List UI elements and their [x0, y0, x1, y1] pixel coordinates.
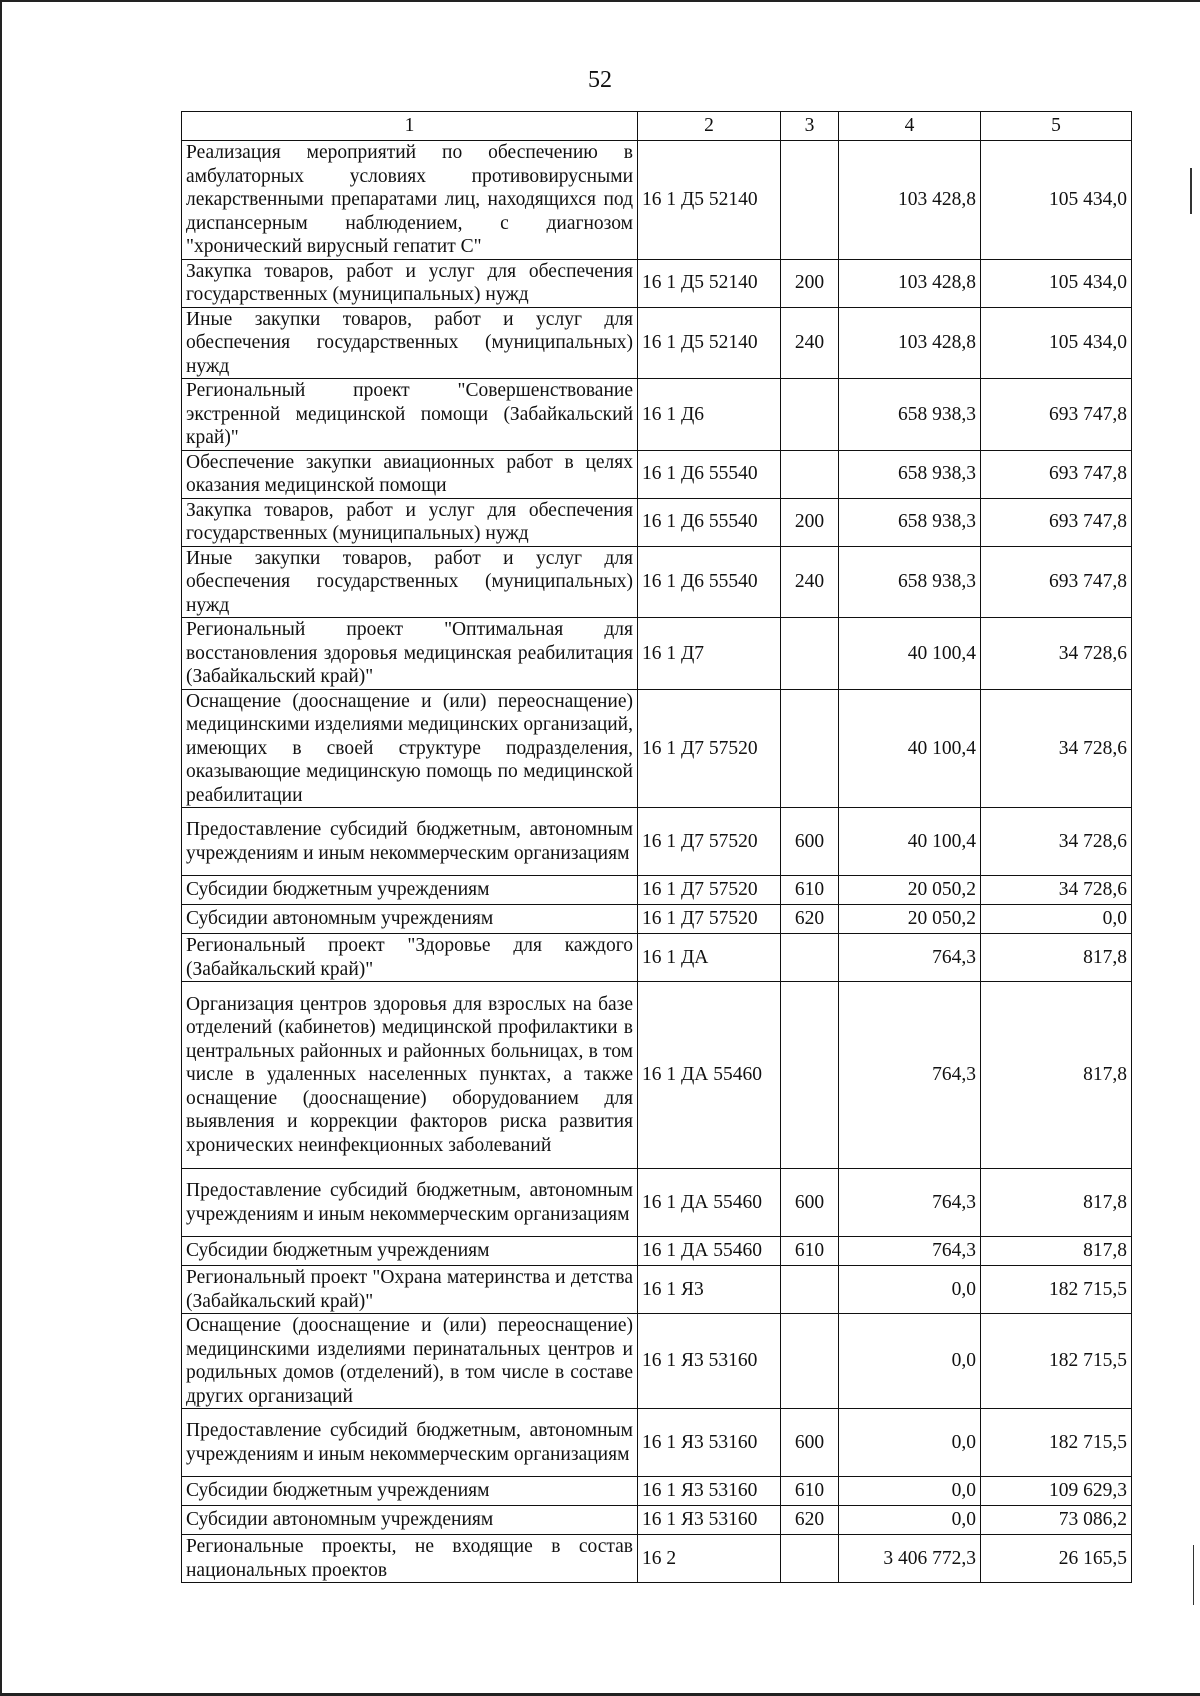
row-expense-type: 600: [781, 808, 839, 876]
row-value-col4: 764,3: [839, 1169, 981, 1237]
row-code: 16 1 Д7 57520: [638, 808, 781, 876]
row-code: 16 1 Я3: [638, 1266, 781, 1314]
scan-mark: [1190, 168, 1192, 214]
row-expense-type: [781, 1266, 839, 1314]
row-code: 16 1 Я3 53160: [638, 1506, 781, 1535]
table-row: [182, 450, 1132, 498]
row-code: 16 1 Д5 52140: [638, 141, 781, 260]
row-description: Обеспечение закупки авиационных работ в целях оказания медицинской помощи: [182, 450, 638, 498]
table-row: [182, 379, 1132, 451]
row-expense-type: 200: [781, 498, 839, 546]
row-code: 16 1 Д7 57520: [638, 689, 781, 808]
table-row: [182, 1237, 1132, 1266]
row-description: Субсидии автономным учреждениям: [182, 1506, 638, 1535]
table-row: [182, 689, 1132, 808]
row-expense-type: 610: [781, 1237, 839, 1266]
table-row: [182, 905, 1132, 934]
row-value-col5: 73 086,2: [981, 1506, 1132, 1535]
row-value-col5: 182 715,5: [981, 1409, 1132, 1477]
row-value-col5: 817,8: [981, 982, 1132, 1169]
table-row: [182, 1477, 1132, 1506]
row-expense-type: [781, 934, 839, 982]
table-row: [182, 876, 1132, 905]
row-value-col5: 34 728,6: [981, 876, 1132, 905]
scan-border-left: [0, 0, 2, 1696]
row-expense-type: 610: [781, 1477, 839, 1506]
table-row: [182, 1409, 1132, 1477]
row-code: 16 1 ДА 55460: [638, 982, 781, 1169]
row-expense-type: 240: [781, 546, 839, 618]
row-code: 16 1 ДА: [638, 934, 781, 982]
row-code: 16 1 Д6: [638, 379, 781, 451]
row-expense-type: 610: [781, 876, 839, 905]
row-value-col5: 817,8: [981, 1169, 1132, 1237]
row-value-col5: 34 728,6: [981, 618, 1132, 690]
row-description: Закупка товаров, работ и услуг для обеспечения государственных (муниципальных) нужд: [182, 259, 638, 307]
table-row: [182, 934, 1132, 982]
table-row: [182, 1314, 1132, 1409]
row-code: 16 1 Д5 52140: [638, 259, 781, 307]
row-value-col5: 693 747,8: [981, 450, 1132, 498]
table-row: [182, 1506, 1132, 1535]
row-value-col5: 34 728,6: [981, 689, 1132, 808]
table-body: [182, 141, 1132, 1583]
row-value-col5: 26 165,5: [981, 1535, 1132, 1583]
table-row: [182, 307, 1132, 379]
row-description: Предоставление субсидий бюджетным, автономным учреждениям и иным некоммерческим организациям: [182, 808, 638, 876]
row-value-col4: 764,3: [839, 934, 981, 982]
row-value-col4: 0,0: [839, 1314, 981, 1409]
row-description: Субсидии бюджетным учреждениям: [182, 1237, 638, 1266]
row-value-col5: 693 747,8: [981, 546, 1132, 618]
table-row: [182, 1266, 1132, 1314]
row-description: Реализация мероприятий по обеспечению в амбулаторных условиях противовирусными лекарственными препаратами лиц, находящихся под диспансерным наблюдением, с диагнозом "хронический вирусный гепатит С": [182, 141, 638, 260]
row-value-col4: 103 428,8: [839, 141, 981, 260]
row-value-col4: 658 938,3: [839, 546, 981, 618]
row-expense-type: [781, 141, 839, 260]
row-code: 16 1 ДА 55460: [638, 1237, 781, 1266]
row-code: 16 1 Д7 57520: [638, 876, 781, 905]
scan-mark: [1193, 1545, 1194, 1605]
row-description: Предоставление субсидий бюджетным, автономным учреждениям и иным некоммерческим организациям: [182, 1169, 638, 1237]
row-value-col4: 40 100,4: [839, 689, 981, 808]
row-expense-type: [781, 618, 839, 690]
row-value-col5: 105 434,0: [981, 307, 1132, 379]
row-value-col5: 105 434,0: [981, 141, 1132, 260]
row-value-col4: 658 938,3: [839, 450, 981, 498]
table-row: [182, 141, 1132, 260]
row-value-col4: 0,0: [839, 1266, 981, 1314]
row-expense-type: [781, 1314, 839, 1409]
row-code: 16 2: [638, 1535, 781, 1583]
row-value-col5: 34 728,6: [981, 808, 1132, 876]
table-row: [182, 982, 1132, 1169]
row-expense-type: [781, 982, 839, 1169]
table-row: [182, 1535, 1132, 1583]
table-row: [182, 546, 1132, 618]
row-value-col4: 103 428,8: [839, 259, 981, 307]
row-value-col4: 40 100,4: [839, 618, 981, 690]
row-value-col4: 764,3: [839, 982, 981, 1169]
page-number: 52: [588, 67, 612, 93]
row-value-col5: 693 747,8: [981, 498, 1132, 546]
row-value-col4: 658 938,3: [839, 379, 981, 451]
table-row: [182, 1169, 1132, 1237]
row-value-col5: 0,0: [981, 905, 1132, 934]
row-description: Региональный проект "Оптимальная для восстановления здоровья медицинская реабилитация (Забайкальский край)": [182, 618, 638, 690]
row-expense-type: [781, 450, 839, 498]
column-header: 3: [781, 112, 839, 141]
row-value-col5: 693 747,8: [981, 379, 1132, 451]
row-value-col4: 3 406 772,3: [839, 1535, 981, 1583]
row-expense-type: 620: [781, 1506, 839, 1535]
row-expense-type: 240: [781, 307, 839, 379]
row-expense-type: [781, 1535, 839, 1583]
row-value-col4: 0,0: [839, 1506, 981, 1535]
row-description: Субсидии бюджетным учреждениям: [182, 876, 638, 905]
row-value-col4: 658 938,3: [839, 498, 981, 546]
row-description: Оснащение (дооснащение и (или) переоснащение) медицинскими изделиями медицинских организаций, имеющих в своей структуре подразделения, оказывающие медицинскую помощь по медицинской реабилитации: [182, 689, 638, 808]
row-code: 16 1 Д6 55540: [638, 450, 781, 498]
table-row: [182, 618, 1132, 690]
row-description: Закупка товаров, работ и услуг для обеспечения государственных (муниципальных) нужд: [182, 498, 638, 546]
row-value-col4: 0,0: [839, 1409, 981, 1477]
table-row: [182, 498, 1132, 546]
row-code: 16 1 Д6 55540: [638, 546, 781, 618]
row-expense-type: 600: [781, 1409, 839, 1477]
row-value-col4: 103 428,8: [839, 307, 981, 379]
row-expense-type: [781, 689, 839, 808]
row-value-col5: 182 715,5: [981, 1266, 1132, 1314]
row-description: Оснащение (дооснащение и (или) переоснащение) медицинскими изделиями перинатальных центров и родильных домов (отделений), в том числе в составе других организаций: [182, 1314, 638, 1409]
row-code: 16 1 Я3 53160: [638, 1477, 781, 1506]
row-description: Субсидии автономным учреждениям: [182, 905, 638, 934]
row-code: 16 1 Я3 53160: [638, 1314, 781, 1409]
row-value-col4: 40 100,4: [839, 808, 981, 876]
row-expense-type: 600: [781, 1169, 839, 1237]
column-header: 5: [981, 112, 1132, 141]
row-value-col5: 105 434,0: [981, 259, 1132, 307]
row-code: 16 1 ДА 55460: [638, 1169, 781, 1237]
row-value-col4: 20 050,2: [839, 905, 981, 934]
row-value-col4: 20 050,2: [839, 876, 981, 905]
table-row: [182, 808, 1132, 876]
scan-border-top: [0, 0, 1200, 2]
column-header: 2: [638, 112, 781, 141]
row-code: 16 1 Д7: [638, 618, 781, 690]
row-description: Иные закупки товаров, работ и услуг для обеспечения государственных (муниципальных) нужд: [182, 307, 638, 379]
row-code: 16 1 Д6 55540: [638, 498, 781, 546]
budget-table: [181, 111, 1132, 1583]
column-header: 1: [182, 112, 638, 141]
row-value-col5: 817,8: [981, 1237, 1132, 1266]
row-code: 16 1 Д5 52140: [638, 307, 781, 379]
row-expense-type: [781, 379, 839, 451]
row-description: Предоставление субсидий бюджетным, автономным учреждениям и иным некоммерческим организациям: [182, 1409, 638, 1477]
row-description: Субсидии бюджетным учреждениям: [182, 1477, 638, 1506]
row-description: Иные закупки товаров, работ и услуг для обеспечения государственных (муниципальных) нужд: [182, 546, 638, 618]
table-header-row: [182, 112, 1132, 141]
table-row: [182, 259, 1132, 307]
row-description: Региональный проект "Охрана материнства и детства (Забайкальский край)": [182, 1266, 638, 1314]
row-code: 16 1 Я3 53160: [638, 1409, 781, 1477]
row-value-col5: 109 629,3: [981, 1477, 1132, 1506]
row-value-col5: 817,8: [981, 934, 1132, 982]
row-value-col5: 182 715,5: [981, 1314, 1132, 1409]
row-value-col4: 764,3: [839, 1237, 981, 1266]
row-description: Региональный проект "Здоровье для каждого (Забайкальский край)": [182, 934, 638, 982]
row-description: Организация центров здоровья для взрослых на базе отделений (кабинетов) медицинской профилактики в центральных районных и районных больницах, в том числе в удаленных населенных пунктах, а также оснащение (дооснащение) оборудованием для выявления и коррекции факторов риска развития хронических неинфекционных заболеваний: [182, 982, 638, 1169]
row-expense-type: 620: [781, 905, 839, 934]
row-expense-type: 200: [781, 259, 839, 307]
row-value-col4: 0,0: [839, 1477, 981, 1506]
row-description: Региональные проекты, не входящие в состав национальных проектов: [182, 1535, 638, 1583]
row-description: Региональный проект "Совершенствование экстренной медицинской помощи (Забайкальский край)": [182, 379, 638, 451]
column-header: 4: [839, 112, 981, 141]
row-code: 16 1 Д7 57520: [638, 905, 781, 934]
